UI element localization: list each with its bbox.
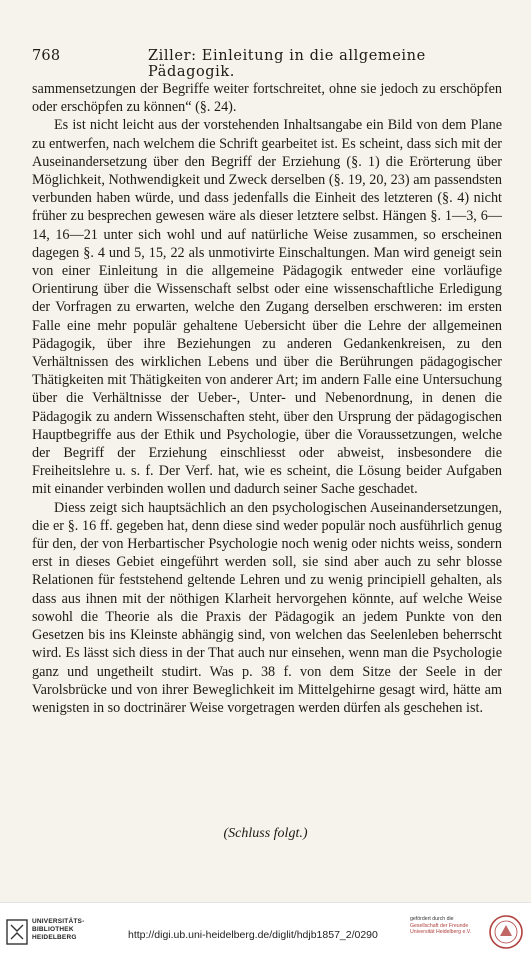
permalink-url[interactable]: http://digi.ub.uni-heidelberg.de/diglit/hdjb1857_2/0290: [128, 929, 378, 941]
funding-note: gefördert durch die Gesellschaft der Freunde Universität Heidelberg e.V.: [410, 916, 472, 935]
paragraph: Es ist nicht leicht aus der vorstehenden Inhaltsangabe ein Bild von dem Plane zu entwerfen, nach welchem die Schrift gearbeitet ist. Es scheint, dass sich mit der Auseinandersetzung über den Begriff der Erziehung (§. 1) die Erörterung über Möglichkeit, Nothwendigkeit und Zweck derselben (§. 19, 20, 23) am passendsten verbunden haben würde, und dass jedenfalls die Einheit des letzteren (§. 4) nicht früher zu besprechen gewesen wäre als dieser letztere selbst. Hängen §. 1—3, 6—14, 16—21 unter sich wohl und auf natürliche Weise zusammen, so erscheinen dagegen §. 4 und 5, 15, 22 als unmotivirte Einschaltungen. Man wird geneigt sein von einer Einleitung in die allgemeine Pädagogik entweder eine vorläufige Orientirung über die Wissenschaft selbst oder eine wissenschaftliche Erledigung der Vorfragen zu erwarten, welche den Zugang derselben erschweren: im ersten Falle eine mehr populär gehaltene Uebersicht über die Lehre der allgemeinen Pädagogik, über ihre Beziehungen zu anderen Gedankenkreisen, zu den Verhältnissen des wirklichen Lebens und über die Berührungen pädagogischer Thätigkeiten mit Thätigkeiten von anderer Art; im andern Falle eine Untersuchung über die Verhältnisse der Ueber-, Unter- und Nebenordnung, in denen die Pädagogik zu andern Wissenschaften steht, über den Ursprung der pädagogischen Hauptbegriffe aus der Ethik und Psychologie, über die Voraussetzungen, welche der Begriff der Erziehung einschliesst oder abweist, insbesondere die Freiheitslehre u. s. f. Der Verf. hat, wie es scheint, die Lösung beider Aufgaben mit einander verbinden wollen und dadurch seiner Sache geschadet.: [32, 117, 502, 498]
paragraph: Diess zeigt sich hauptsächlich an den psychologischen Auseinandersetzungen, die er §. 16 ff. gegeben hat, denn diese sind weder populär noch ausführlich genug für den, der von Herbartischer Psychologie noch wenig oder nichts weiss, sondern erst in dieses Gebiet eingeführt werden soll, sie sind aber auch zu sehr blosse Relationen für feststehend geltende Lehren und zu wenig principiell gehalten, als dass aus ihnen mit der nöthigen Klarheit hervorgehen könnte, auf welche Weise sowohl die Theorie als die Praxis der Pädagogik an jedem Punkte von den Gesetzen bis ins Kleinste abhängig sind, von welchen das Seelenleben beherrscht wird. Es lässt sich diess in der That auch nur einsehen, wenn man die Psychologie ganz und ungetheilt studirt. Was p. 38 f. von dem Sitze der Seele in der Varolsbrücke und von ihrer Beweglichkeit im Mittelgehirne gesagt wird, hätte am wenigsten in so doctrinärer Weise vorgetragen werden dürfen als geschehen ist.: [32, 499, 502, 716]
page-header: [32, 48, 502, 80]
library-name: UNIVERSITÄTS- BIBLIOTHEK HEIDELBERG: [32, 918, 85, 941]
digitization-footer: [0, 902, 531, 958]
running-title: Ziller: Einleitung in die allgemeine Pädagogik.: [148, 48, 426, 80]
continuation-note: (Schluss folgt.): [223, 826, 308, 841]
page-number: 768: [32, 48, 61, 64]
university-library-logo-icon: [6, 919, 28, 945]
body-text: [32, 80, 502, 717]
society-seal-icon: [488, 914, 524, 950]
paragraph-continued: sammensetzungen der Begriffe weiter fortschreitet, ohne sie jedoch zu erschöpfen oder erschöpfen zu können“ (§. 24).: [32, 81, 502, 116]
